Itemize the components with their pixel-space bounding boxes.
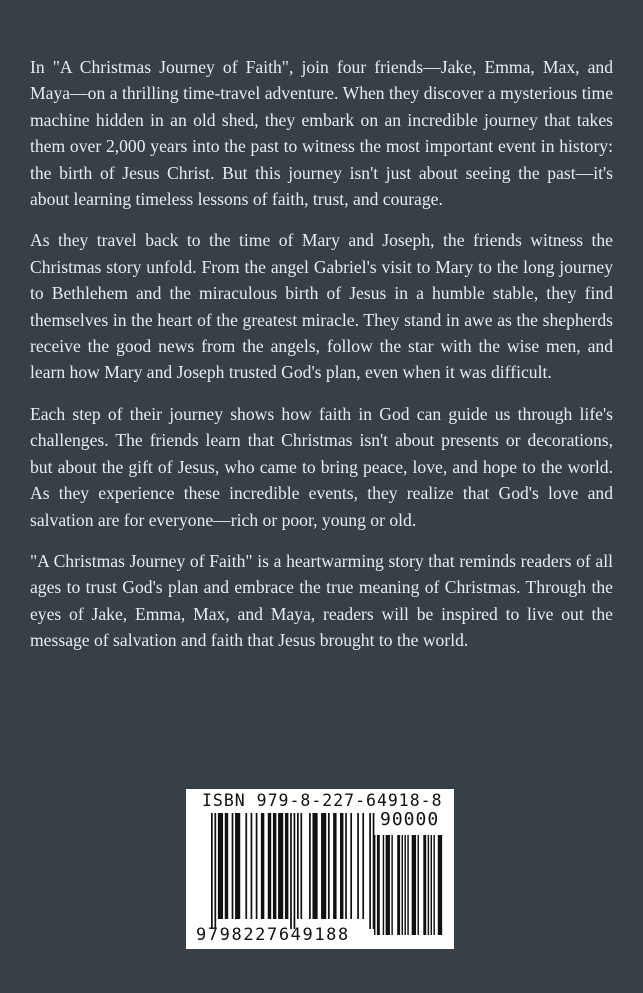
barcode-bar bbox=[438, 835, 442, 935]
barcode-bar bbox=[312, 813, 317, 919]
barcode-bar bbox=[431, 835, 432, 935]
barcode-bar bbox=[245, 813, 247, 919]
barcode-bar bbox=[328, 813, 330, 919]
barcode-bar bbox=[418, 835, 419, 935]
barcode-bar bbox=[278, 813, 283, 919]
barcode-bar bbox=[297, 813, 299, 919]
back-cover-blurb bbox=[30, 54, 613, 669]
barcode-bar bbox=[433, 835, 434, 935]
blurb-paragraph-3: Each step of their journey shows how faith in God can guide us through life's challenges. The friends learn that Christmas isn't about presents or decorations, but about the gift of Jesus, who came to bring peace, love, and hope to the world. As they experience these incredible events, they realize that God's love and salvation are for everyone—rich or poor, young or old. bbox=[30, 403, 613, 530]
barcode-bar bbox=[362, 813, 364, 919]
blurb-paragraph-4: "A Christmas Journey of Faith" is a heartwarming story that reminds readers of all ages to trust God's plan and embrace the true meaning of Christmas. Through the eyes of Jake, Emma, Max, and Maya, readers will be inspired to live out the message of salvation and faith that Jesus brought to the world. bbox=[30, 550, 613, 651]
barcode-bar bbox=[402, 835, 403, 935]
barcode-bar bbox=[268, 813, 271, 919]
barcode-bar bbox=[345, 813, 347, 919]
barcode-bar bbox=[428, 835, 429, 935]
barcode-bar bbox=[218, 813, 223, 919]
barcode-bar bbox=[309, 813, 311, 919]
barcode-bar bbox=[333, 813, 336, 919]
barcode-bar bbox=[290, 813, 292, 929]
barcode-bar bbox=[391, 835, 392, 935]
barcode-bar bbox=[404, 835, 405, 935]
blurb-paragraph-1: In "A Christmas Journey of Faith", join four friends—Jake, Emma, Max, and Maya—on a thrilling time-travel adventure. When they discover a mysterious time machine hidden in an old shed, they embark on an incredible journey that takes them over 2,000 years into the past to witness the most important event in history: the birth of Jesus Christ. But this journey isn't just about seeing the past—it's about learning timeless lessons of faith, trust, and courage. bbox=[30, 57, 613, 210]
barcode-bar bbox=[235, 813, 240, 919]
barcode-bar bbox=[340, 813, 343, 919]
ean-bars-group bbox=[211, 813, 374, 929]
barcode-bar bbox=[214, 813, 216, 929]
addon-bars-group bbox=[374, 835, 442, 935]
barcode-bar bbox=[300, 813, 302, 919]
barcode-bar bbox=[397, 835, 400, 935]
barcode-bar bbox=[321, 813, 326, 919]
barcode-bar bbox=[369, 813, 371, 929]
barcode-bar bbox=[350, 813, 352, 919]
barcode-bar bbox=[256, 813, 258, 919]
barcode-bar bbox=[377, 835, 380, 935]
blurb-paragraph-2: As they travel back to the time of Mary and Joseph, the friends witness the Christmas story unfold. From the angel Gabriel's visit to Mary to the long journey to Bethlehem and the miraculous birth of Jesus in a humble stable, they find themselves in the heart of the greatest miracle. They stand in awe as the shepherds receive the good news from the angels, follow the star with the wise men, and learn how Mary and Joseph trusted God's plan, even when it was difficult. bbox=[30, 230, 613, 383]
barcode-bar bbox=[294, 813, 296, 929]
barcode-bar bbox=[225, 813, 228, 919]
barcode-bar bbox=[374, 835, 375, 935]
isbn-label: ISBN 979-8-227-64918-8 bbox=[202, 791, 443, 810]
barcode-bar bbox=[211, 813, 213, 929]
ean-digits: 9798227649188 bbox=[196, 925, 350, 945]
barcode-bar bbox=[232, 813, 234, 919]
barcode-bar bbox=[383, 835, 384, 935]
barcode-bar bbox=[423, 835, 426, 935]
isbn-barcode bbox=[186, 789, 454, 949]
barcode-bar bbox=[407, 835, 408, 935]
barcode-bar bbox=[261, 813, 264, 919]
price-code: 90000 bbox=[380, 809, 440, 830]
barcode-bar bbox=[412, 835, 416, 935]
barcode-bar bbox=[273, 813, 276, 919]
barcode-bar bbox=[386, 835, 390, 935]
barcode-bar bbox=[251, 813, 253, 919]
barcode-bar bbox=[357, 813, 359, 919]
barcode-bar bbox=[285, 813, 288, 919]
